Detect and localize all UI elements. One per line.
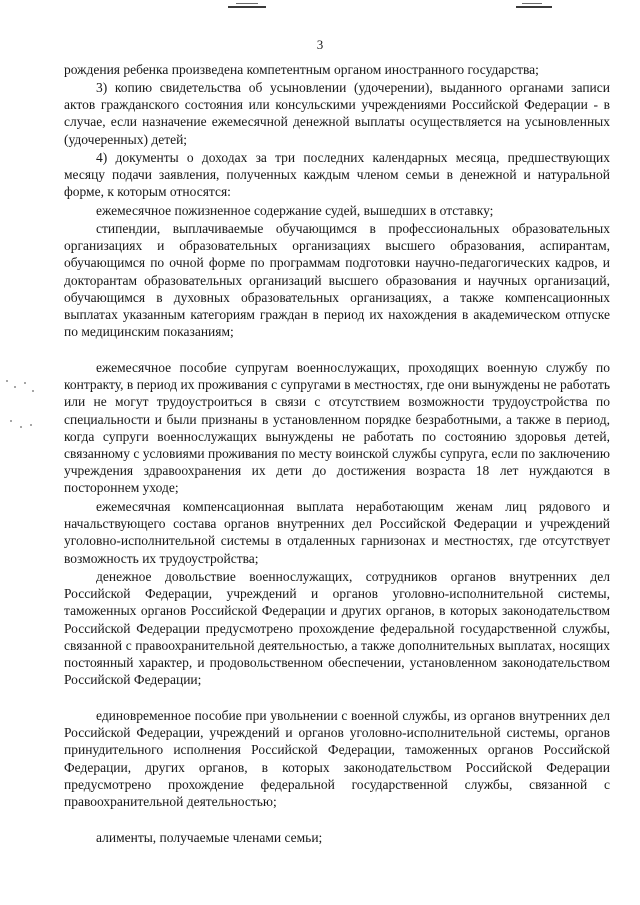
- margin-specks: [2, 380, 42, 440]
- scan-artifact-left: [228, 6, 266, 8]
- paragraph: единовременное пособие при увольнении с военной службы, из органов внутренних дел Российской Федерации, учреждений и органов уголовно-исполнительной системы, органов принудительного исполнения Российской Федерации, таможенных органов Российской Федерации, других органов, в которых законодательством Российской Федерации предусмотрено прохождение федеральной государственной службы, связанной с правоохранительной деятельностью;: [64, 708, 610, 810]
- paragraph: денежное довольствие военнослужащих, сотрудников органов внутренних дел Российской Федерации, учреждений и органов уголовно-исполнительной системы, таможенных органов Российской Федерации и других органов, в которых законодательством Российской Федерации предусмотрено прохождение федеральной государственной службы, связанной с правоохранительной деятельностью, а также дополнительных выплатах, носящих постоянный характер, и продовольственном обеспечении, установленном законодательством Российской Федерации;: [64, 569, 610, 688]
- scan-artifact-left-2: [236, 3, 258, 4]
- paragraph: 4) документы о доходах за три последних календарных месяца, предшествующих месяцу подачи заявления, полученных каждым членом семьи в денежной и натуральной форме, к которым относятся:: [64, 150, 610, 200]
- paragraph: ежемесячное пожизненное содержание судей, вышедших в отставку;: [96, 203, 494, 218]
- paragraph: стипендии, выплачиваемые обучающимся в профессиональных образовательных организациях и образовательных организациях высшего образования, аспирантам, обучающимся по очной форме по программам подготовки научно-педагогических кадров, и докторантам образовательных организаций высшего образования и научных организаций, обучающимся в духовных образовательных организациях, а также компенсационных выплатах указанным категориям граждан в период их нахождения в академическом отпуске по медицинским показаниям;: [64, 221, 610, 340]
- paragraph: алименты, получаемые членами семьи;: [96, 830, 323, 845]
- paragraph: 3) копию свидетельства об усыновлении (удочерении), выданного органами записи актов гражданского состояния или консульскими учреждениями Российской Федерации - в случае, если назначение ежемесячной денежной выплаты осуществляется на усыновленных (удочеренных) детей;: [64, 80, 610, 147]
- scan-artifact-right: [516, 6, 552, 8]
- scan-artifact-right-2: [522, 3, 542, 4]
- paragraph: ежемесячная компенсационная выплата неработающим женам лиц рядового и начальствующего состава органов внутренних дел Российской Федерации и учреждений уголовно-исполнительной системы в отдаленных гарнизонах и местностях, где отсутствует возможность их трудоустройства;: [64, 499, 610, 566]
- paragraph: рождения ребенка произведена компетентным органом иностранного государства;: [64, 62, 539, 77]
- paragraph: ежемесячное пособие супругам военнослужащих, проходящих военную службу по контракту, в период их проживания с супругами в местностях, где они вынуждены не работать или не могут трудоустроиться в связи с отсутствием возможности трудоустройства по специальности и были признаны в установленном порядке безработными, а также в период, когда супруги военнослужащих вынуждены не работать по состоянию здоровья детей, связанному с условиями проживания по месту воинской службы супруга, если по заключению учреждения здравоохранения их дети до достижения возраста 18 лет нуждаются в постороннем уходе;: [64, 360, 610, 496]
- page-number: 3: [316, 37, 324, 52]
